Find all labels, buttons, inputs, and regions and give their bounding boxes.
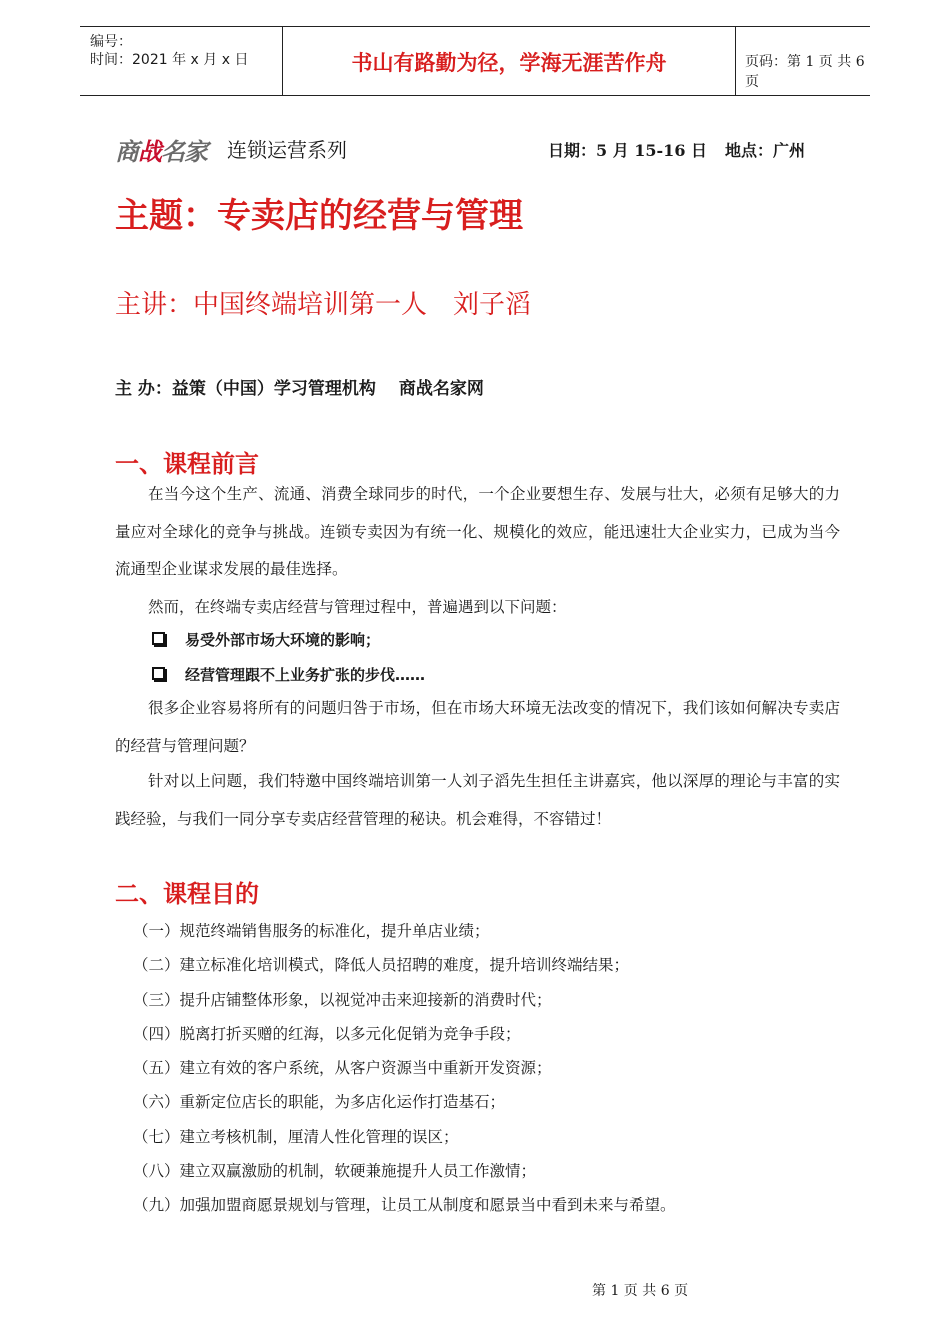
bullet-text: 经营管理跟不上业务扩张的步伐…… <box>185 666 426 684</box>
header-center-cell <box>282 27 736 95</box>
document-number: 编号： <box>90 34 132 50</box>
bullet-item-2 <box>152 664 425 685</box>
logo-char-3: 名家 <box>161 138 207 166</box>
host-line: 主 办：益策（中国）学习管理机构 商战名家网 <box>115 379 484 399</box>
section-1-paragraph-1: 在当今这个生产、流通、消费全球同步的时代，一个企业要想生存、发展与壮大，必须有足够大的力量应对全球化的竞争与挑战。连锁专卖因为有统一化、规模化的效应，能迅速壮大企业实力，已成为当今流通型企业谋求发展的最佳选择。 <box>115 485 840 578</box>
goals-list <box>133 914 853 1223</box>
section-1-paragraph-4: 针对以上问题，我们特邀中国终端培训第一人刘子滔先生担任主讲嘉宾，他以深厚的理论与丰富的实践经验，与我们一同分享专卖店经营管理的秘诀。机会难得，不容错过！ <box>115 772 840 828</box>
brand-row <box>115 132 815 166</box>
header-table <box>80 26 870 96</box>
list-item: （六）重新定位店长的职能，为多店化运作打造基石； <box>133 1093 506 1112</box>
list-item: （八）建立双赢激励的机制，软硬兼施提升人员工作激情； <box>133 1162 537 1181</box>
section-1-paragraph-2: 然而，在终端专卖店经营与管理过程中，普遍遇到以下问题： <box>148 598 567 616</box>
header-left-cell <box>80 27 282 95</box>
list-item: （二）建立标准化培训模式，降低人员招聘的难度，提升培训终端结果； <box>133 956 630 975</box>
document-time: 时间：2021 年 x 月 x 日 <box>90 52 249 68</box>
event-date: 日期：5 月 15-16 日 <box>548 141 708 160</box>
series-name: 连锁运营系列 <box>227 138 347 162</box>
header-page-info: 页码：第 1 页 共 6 页 <box>745 54 865 90</box>
section-1-heading: 一、课程前言 <box>115 450 259 478</box>
speaker-line: 主讲：中国终端培训第一人 刘子滔 <box>115 290 532 320</box>
list-item: （一）规范终端销售服务的标准化，提升单店业绩； <box>133 922 490 940</box>
header-right-cell <box>735 27 870 95</box>
list-item: （七）建立考核机制，厘清人性化管理的误区； <box>133 1127 459 1146</box>
header-motto: 书山有路勤为径，学海无涯苦作舟 <box>351 50 667 75</box>
checkbox-square-icon <box>152 667 165 680</box>
page-footer: 第 1 页 共 6 页 <box>592 1283 689 1299</box>
page-title: 主题：专卖店的经营与管理 <box>115 196 523 236</box>
checkbox-square-icon <box>152 632 165 645</box>
list-item: （五）建立有效的客户系统，从客户资源当中重新开发资源； <box>133 1059 552 1078</box>
list-item: （九）加强加盟商愿景规划与管理，让员工从制度和愿景当中看到未来与希望。 <box>133 1196 676 1215</box>
logo-char-2: 战 <box>138 138 161 166</box>
list-item: （四）脱离打折买赠的红海，以多元化促销为竞争手段； <box>133 1024 521 1043</box>
bullet-item-1 <box>152 629 380 650</box>
logo-char-1: 商 <box>115 138 138 166</box>
event-place: 地点：广州 <box>725 141 806 160</box>
section-2-heading: 二、课程目的 <box>115 880 259 908</box>
bullet-text: 易受外部市场大环境的影响； <box>185 631 381 649</box>
brand-logo <box>115 132 207 167</box>
section-1-paragraph-3: 很多企业容易将所有的问题归咎于市场，但在市场大环境无法改变的情况下，我们该如何解决专卖店的经营与管理问题？ <box>115 699 840 755</box>
list-item: （三）提升店铺整体形象，以视觉冲击来迎接新的消费时代； <box>133 990 552 1009</box>
